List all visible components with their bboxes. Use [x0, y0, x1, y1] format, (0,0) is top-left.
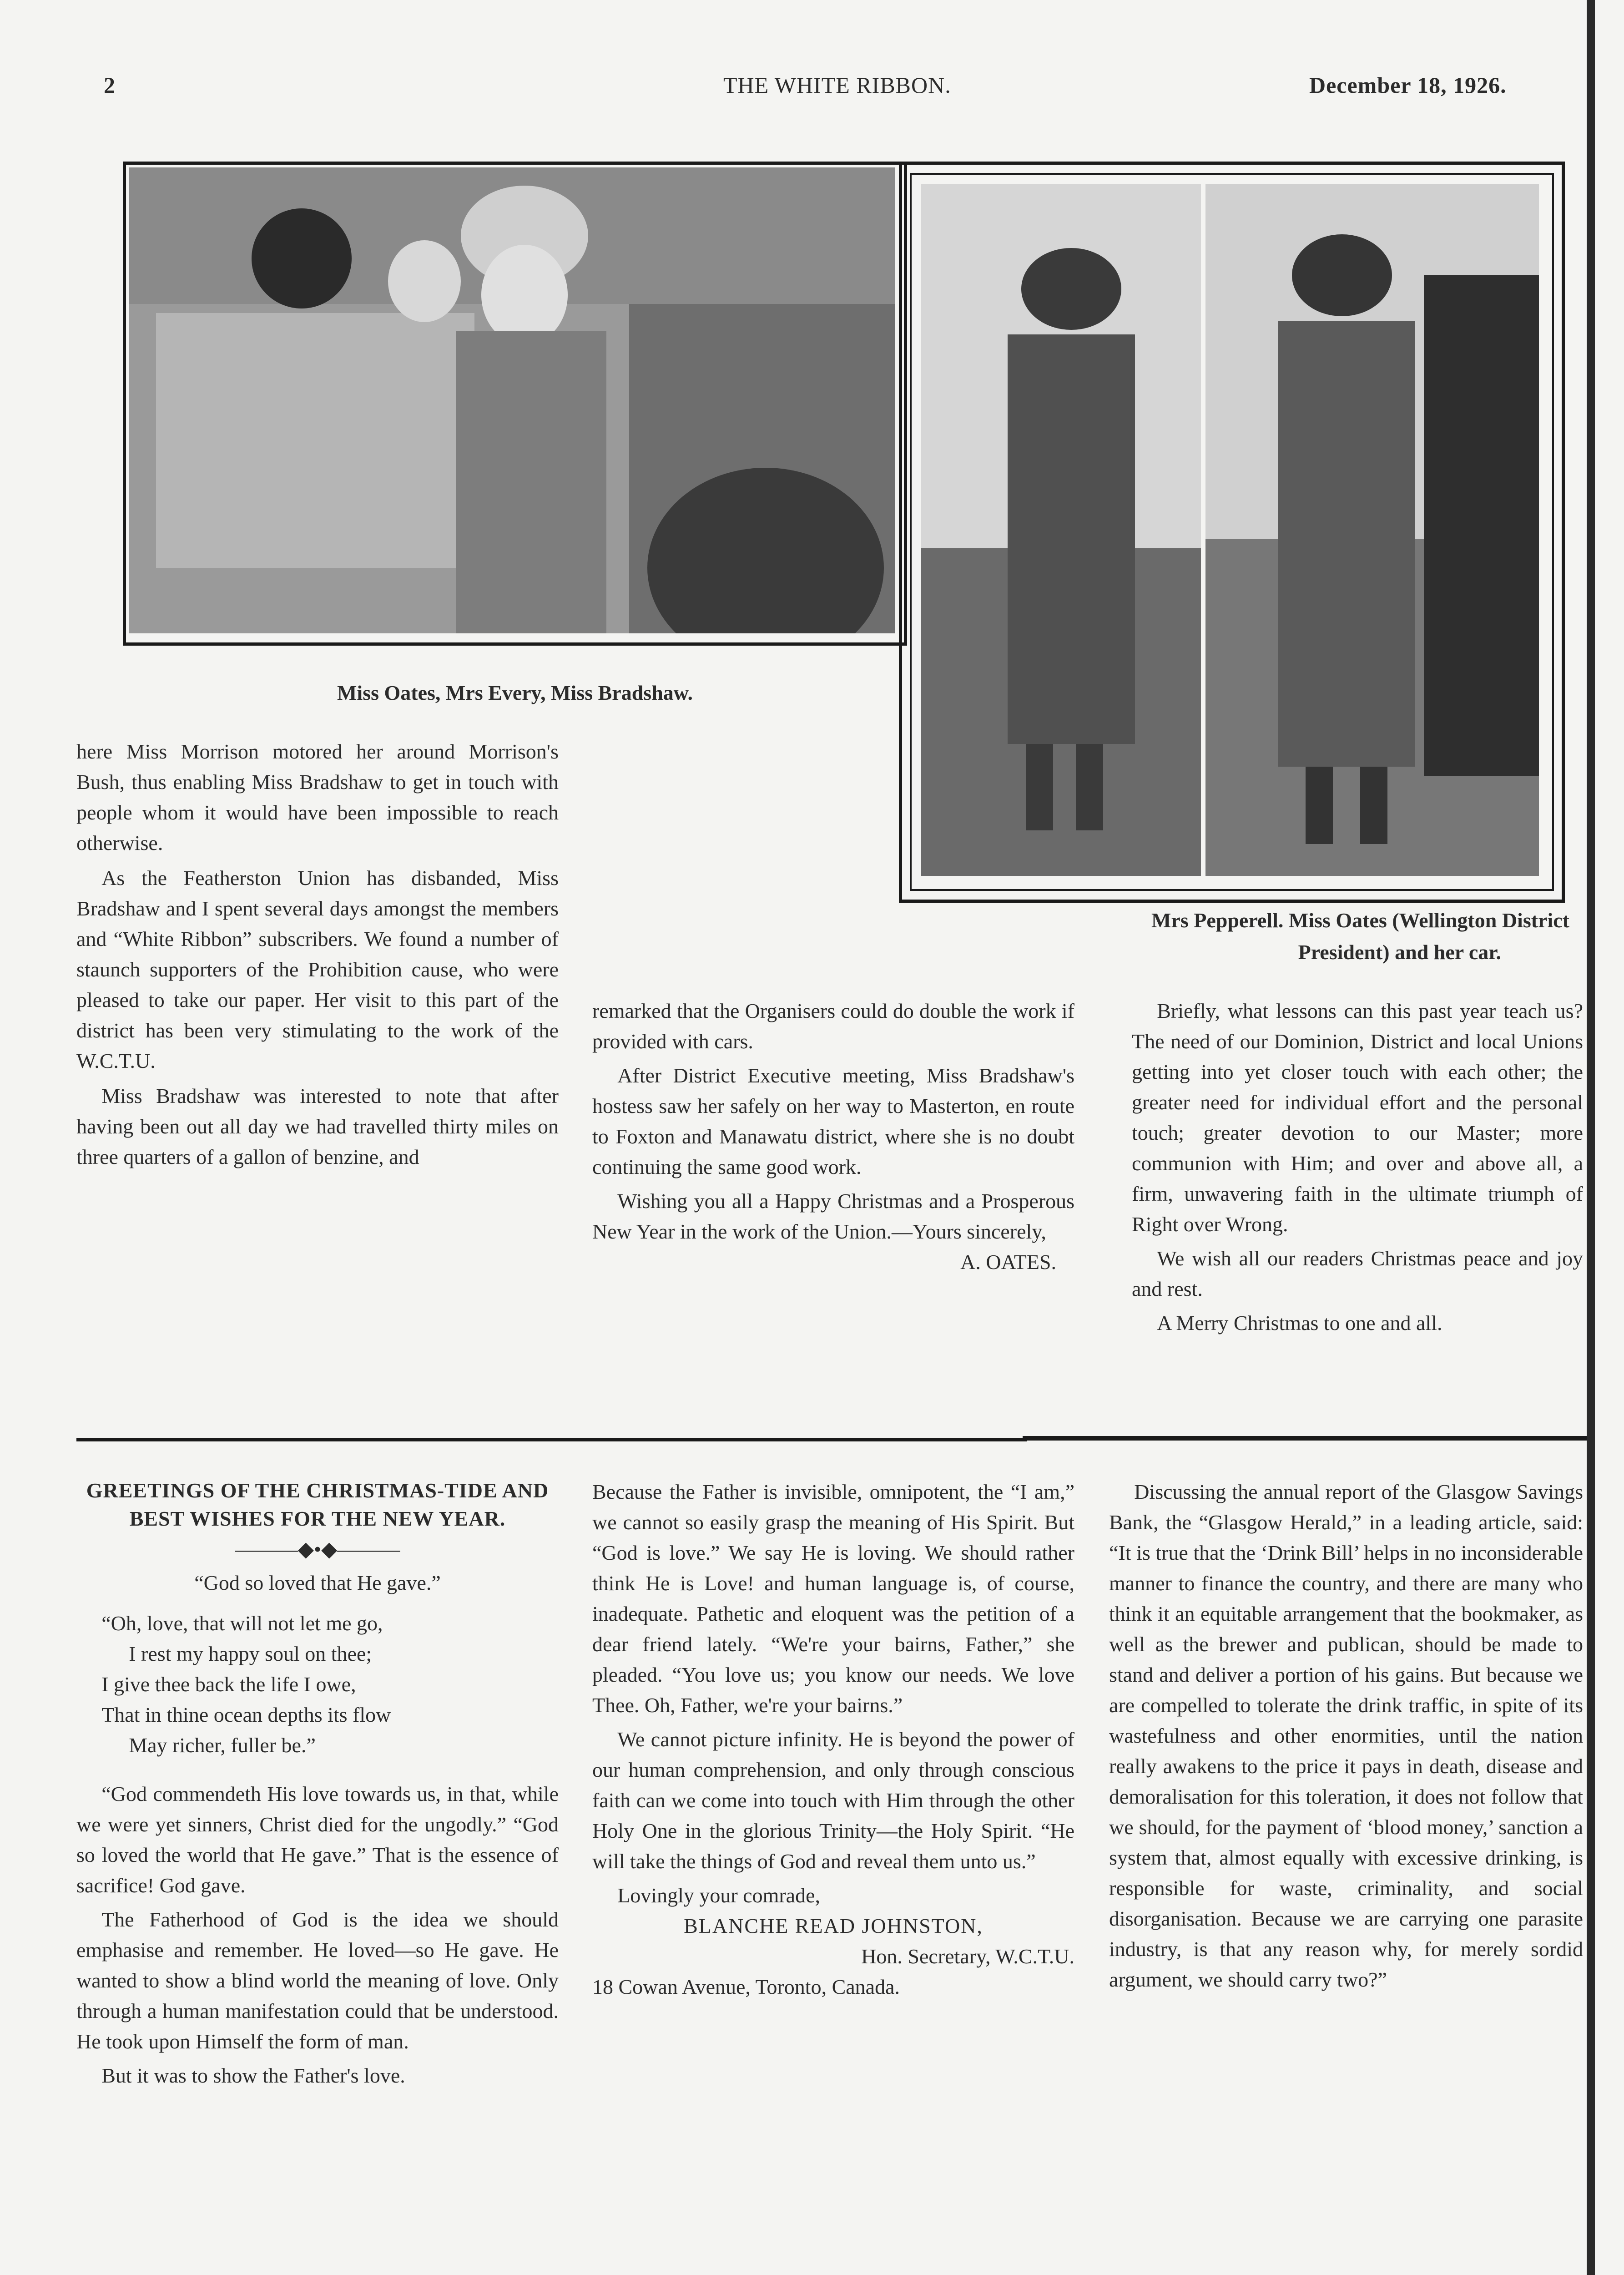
paragraph: We cannot picture infinity. He is beyond the power of our human comprehension, and only through conscious faith can we come into touch with Him through the other Holy One in the glorious Trinity—the Holy Spirit. “He will take the things of God and reveal them unto us.”: [592, 1728, 1074, 1873]
right-photo-caption-line1: Mrs Pepperell. Miss Oates (Wellington District: [1151, 909, 1569, 932]
ornament-divider: ———◆•◆———: [235, 1537, 400, 1561]
article1-col1: [76, 736, 559, 1172]
paragraph: After District Executive meeting, Miss Bradshaw's hostess saw her safely on her way to Masterton, en route to Foxton and Manawatu district, where she is no doubt continuing the same good work.: [592, 1064, 1074, 1178]
poem-line: That in thine ocean depths its flow: [101, 1703, 391, 1726]
right-photo-right-panel: [1205, 184, 1539, 876]
paragraph: As the Featherston Union has disbanded, Miss Bradshaw and I spent several days amongst the members and “White Ribbon” subscribers. We found a number of staunch supporters of the Prohibition cause, who were pleased to take our paper. Her visit to this part of the district has been very stimulating to the work of the W.C.T.U.: [76, 866, 559, 1072]
paragraph: Briefly, what lessons can this past year teach us? The need of our Dominion, District and local Unions getting into yet closer touch with each other; the greater need for individual effort and the personal touch; greater devotion to our Master; more communion with Him; and over and above all, a firm, unwavering faith in the ultimate triumph of Right over Wrong.: [1132, 999, 1583, 1236]
paragraph: Because the Father is invisible, omnipotent, the “I am,” we cannot so easily grasp the meaning of His Spirit. But “God is love.” We say He is loving. We should rather think He is Love! and human language is, of course, inadequate. Pathetic and eloquent was the petition of a dear friend lately. “We're your bairns, Father,” she pleaded. “You love us; you know our needs. We love Thee. Oh, Father, we're your bairns.”: [592, 1480, 1074, 1717]
signature-address: 18 Cowan Avenue, Toronto, Canada.: [592, 1975, 900, 1998]
paragraph: But it was to show the Father's love.: [101, 2064, 405, 2087]
signature: A. OATES.: [960, 1250, 1056, 1274]
article1-col3: [1132, 996, 1583, 1338]
issue-date: December 18, 1926.: [1309, 72, 1507, 98]
publication-title: THE WHITE RIBBON.: [723, 72, 951, 98]
left-photo: [129, 167, 895, 633]
right-photo-caption-line2: President) and her car.: [1298, 940, 1501, 964]
paragraph: Wishing you all a Happy Christmas and a Prosperous New Year in the work of the Union.—Yours sincerely,: [592, 1189, 1074, 1243]
paragraph: Discussing the annual report of the Glasgow Savings Bank, the “Glasgow Herald,” in a leading article, said: “It is true that the ‘Drink Bill’ helps in no inconsiderable manner to finance the country, and there are many who think it an equitable arrangement that the bookmaker, as well as the brewer and publican, should be made to stand and deliver a portion of his gains. But because we are compelled to tolerate the drink traffic, in spite of its wastefulness and other enormities, until the nation really awakens to the price it pays in death, disease and demoralisation for this toleration, it does not follow that we should, for the payment of ‘blood money,’ sanction a system that, almost equally with excessive drinking, is responsible for waste, criminality, and social disorganisation. Because we are carrying one parasite industry, is that any reason why, for merely sordid argument, we should carry two?”: [1109, 1480, 1583, 1991]
article2-col2: [592, 1476, 1074, 2002]
paragraph: “God commendeth His love towards us, in that, while we were yet sinners, Christ died for the ungodly.” “God so loved the world that He gave.” That is the essence of sacrifice! God gave.: [76, 1782, 559, 1897]
poem-line: “Oh, love, that will not let me go,: [101, 1612, 383, 1635]
paragraph: A Merry Christmas to one and all.: [1157, 1311, 1442, 1335]
page-number: 2: [104, 72, 116, 98]
epigraph: “God so loved that He gave.”: [194, 1571, 441, 1594]
poem-line: I rest my happy soul on thee;: [129, 1642, 372, 1665]
article2-heading: GREETINGS OF THE CHRISTMAS-TIDE AND BEST WISHES FOR THE NEW YEAR.: [86, 1479, 549, 1530]
signature-name: BLANCHE READ JOHNSTON,: [684, 1914, 983, 1937]
binding-edge: [1587, 0, 1595, 2275]
poem-line: I give thee back the life I owe,: [101, 1673, 356, 1696]
paragraph: We wish all our readers Christmas peace and joy and rest.: [1132, 1247, 1583, 1300]
right-photo-left-panel: [921, 184, 1201, 876]
poem-line: May richer, fuller be.”: [129, 1734, 316, 1757]
article2-col1: [76, 1476, 559, 2091]
section-rule-left: [76, 1438, 1027, 1441]
paragraph: Lovingly your comrade,: [617, 1884, 821, 1907]
paragraph: remarked that the Organisers could do double the work if provided with cars.: [592, 999, 1074, 1053]
article3-col3: [1109, 1476, 1583, 1995]
paragraph: here Miss Morrison motored her around Morrison's Bush, thus enabling Miss Bradshaw to get in touch with people whom it would have been impossible to reach otherwise.: [76, 740, 559, 854]
signature-title: Hon. Secretary, W.C.T.U.: [861, 1945, 1074, 1968]
left-photo-caption: Miss Oates, Mrs Every, Miss Bradshaw.: [337, 681, 693, 704]
article1-col2: [592, 996, 1074, 1277]
paragraph: The Fatherhood of God is the idea we should emphasise and remember. He loved—so He gave. He wanted to show a blind world the meaning of love. Only through a human manifestation could that be understood. He took upon Himself the form of man.: [76, 1908, 559, 2053]
section-rule-right: [1023, 1436, 1587, 1441]
paragraph: Miss Bradshaw was interested to note that after having been out all day we had travelled thirty miles on three quarters of a gallon of benzine, and: [76, 1084, 559, 1168]
